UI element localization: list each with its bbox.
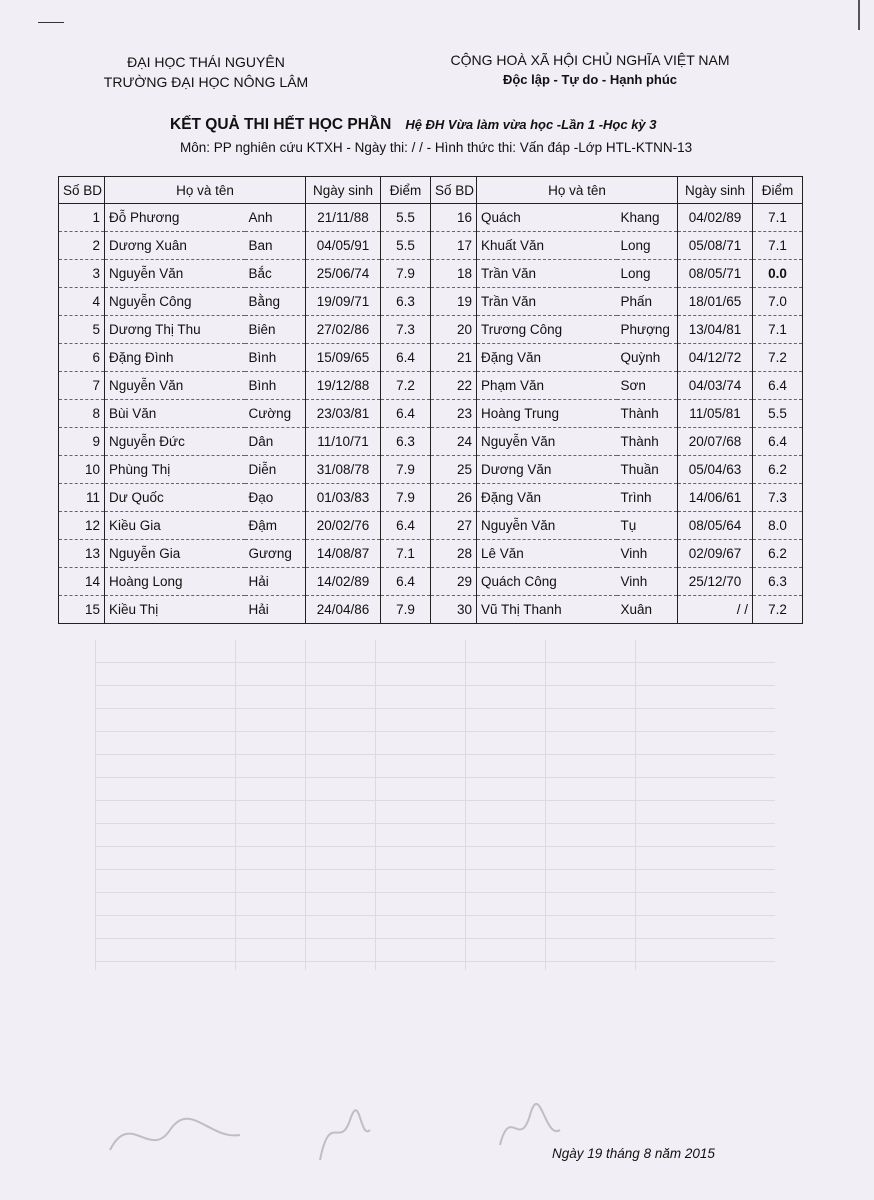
score: 7.1 bbox=[753, 316, 803, 344]
score: 7.2 bbox=[753, 344, 803, 372]
score: 5.5 bbox=[381, 232, 431, 260]
birth-date: 20/02/76 bbox=[306, 512, 381, 540]
given-name: Biên bbox=[245, 316, 306, 344]
student-number: 15 bbox=[59, 596, 105, 624]
given-name: Thuần bbox=[617, 456, 678, 484]
table-row bbox=[59, 372, 803, 400]
institution-header bbox=[96, 52, 316, 92]
student-number: 10 bbox=[59, 456, 105, 484]
family-name: Nguyễn Văn bbox=[105, 260, 245, 288]
birth-date: 02/09/67 bbox=[678, 540, 753, 568]
university-name: ĐẠI HỌC THÁI NGUYÊN bbox=[127, 54, 285, 70]
family-name: Dương Xuân bbox=[105, 232, 245, 260]
school-name: TRƯỜNG ĐẠI HỌC NÔNG LÂM bbox=[103, 74, 309, 90]
col-name: Họ và tên bbox=[105, 177, 306, 204]
student-number: 26 bbox=[431, 484, 477, 512]
score: 0.0 bbox=[753, 260, 803, 288]
student-number: 12 bbox=[59, 512, 105, 540]
birth-date: 08/05/71 bbox=[678, 260, 753, 288]
table-row bbox=[59, 456, 803, 484]
table-row bbox=[59, 596, 803, 624]
given-name: Bằng bbox=[245, 288, 306, 316]
score: 8.0 bbox=[753, 512, 803, 540]
score: 6.3 bbox=[381, 288, 431, 316]
score: 7.2 bbox=[381, 372, 431, 400]
table-row bbox=[59, 288, 803, 316]
student-number: 19 bbox=[431, 288, 477, 316]
birth-date: 11/10/71 bbox=[306, 428, 381, 456]
family-name: Vũ Thị Thanh bbox=[477, 596, 617, 624]
family-name: Hoàng Trung bbox=[477, 400, 617, 428]
birth-date: 27/02/86 bbox=[306, 316, 381, 344]
score: 5.5 bbox=[381, 204, 431, 232]
birth-date: 04/05/91 bbox=[306, 232, 381, 260]
table-row bbox=[59, 316, 803, 344]
birth-date: 13/04/81 bbox=[678, 316, 753, 344]
score: 6.4 bbox=[381, 512, 431, 540]
given-name: Cường bbox=[245, 400, 306, 428]
national-header bbox=[430, 50, 750, 90]
given-name: Vinh bbox=[617, 540, 678, 568]
table-header-row bbox=[59, 177, 803, 204]
student-number: 6 bbox=[59, 344, 105, 372]
birth-date: 19/12/88 bbox=[306, 372, 381, 400]
score: 5.5 bbox=[753, 400, 803, 428]
score: 7.1 bbox=[381, 540, 431, 568]
family-name: Khuất Văn bbox=[477, 232, 617, 260]
title-main: KẾT QUẢ THI HẾT HỌC PHẦN bbox=[170, 116, 392, 133]
family-name: Trần Văn bbox=[477, 288, 617, 316]
birth-date: / / bbox=[678, 596, 753, 624]
family-name: Quách bbox=[477, 204, 617, 232]
score: 6.3 bbox=[381, 428, 431, 456]
family-name: Đặng Văn bbox=[477, 484, 617, 512]
given-name: Phượng bbox=[617, 316, 678, 344]
given-name: Sơn bbox=[617, 372, 678, 400]
score: 6.3 bbox=[753, 568, 803, 596]
col-score: Điểm bbox=[753, 177, 803, 204]
given-name: Quỳnh bbox=[617, 344, 678, 372]
family-name: Đặng Đình bbox=[105, 344, 245, 372]
given-name: Khang bbox=[617, 204, 678, 232]
family-name: Nguyễn Công bbox=[105, 288, 245, 316]
subject-line: Môn: PP nghiên cứu KTXH - Ngày thi: / / - Hình thức thi: Vấn đáp -Lớp HTL-KTNN-13 bbox=[180, 140, 693, 155]
birth-date: 04/02/89 bbox=[678, 204, 753, 232]
student-number: 18 bbox=[431, 260, 477, 288]
family-name: Dương Thị Thu bbox=[105, 316, 245, 344]
student-number: 17 bbox=[431, 232, 477, 260]
country-name: CỘNG HOÀ XÃ HỘI CHỦ NGHĨA VIỆT NAM bbox=[450, 52, 730, 68]
given-name: Vinh bbox=[617, 568, 678, 596]
student-number: 4 bbox=[59, 288, 105, 316]
birth-date: 31/08/78 bbox=[306, 456, 381, 484]
family-name: Đặng Văn bbox=[477, 344, 617, 372]
score: 7.2 bbox=[753, 596, 803, 624]
table-row bbox=[59, 400, 803, 428]
family-name: Trương Công bbox=[477, 316, 617, 344]
family-name: Phạm Văn bbox=[477, 372, 617, 400]
score: 7.9 bbox=[381, 260, 431, 288]
birth-date: 04/03/74 bbox=[678, 372, 753, 400]
birth-date: 14/08/87 bbox=[306, 540, 381, 568]
birth-date: 23/03/81 bbox=[306, 400, 381, 428]
given-name: Tụ bbox=[617, 512, 678, 540]
score: 6.4 bbox=[381, 344, 431, 372]
student-number: 27 bbox=[431, 512, 477, 540]
family-name: Nguyễn Văn bbox=[105, 372, 245, 400]
given-name: Bình bbox=[245, 372, 306, 400]
family-name: Nguyễn Gia bbox=[105, 540, 245, 568]
student-number: 20 bbox=[431, 316, 477, 344]
student-number: 1 bbox=[59, 204, 105, 232]
birth-date: 18/01/65 bbox=[678, 288, 753, 316]
table-row bbox=[59, 260, 803, 288]
birth-date: 05/08/71 bbox=[678, 232, 753, 260]
score: 6.4 bbox=[753, 372, 803, 400]
table-row bbox=[59, 540, 803, 568]
table-row bbox=[59, 232, 803, 260]
family-name: Phùng Thị bbox=[105, 456, 245, 484]
birth-date: 25/06/74 bbox=[306, 260, 381, 288]
col-sbd: Số BD bbox=[431, 177, 477, 204]
score: 7.9 bbox=[381, 456, 431, 484]
given-name: Diễn bbox=[245, 456, 306, 484]
col-score: Điểm bbox=[381, 177, 431, 204]
birth-date: 04/12/72 bbox=[678, 344, 753, 372]
edge-mark bbox=[858, 0, 860, 30]
results-table bbox=[58, 176, 803, 624]
table-row bbox=[59, 428, 803, 456]
score: 6.2 bbox=[753, 540, 803, 568]
col-name: Họ và tên bbox=[477, 177, 678, 204]
student-number: 25 bbox=[431, 456, 477, 484]
col-dob: Ngày sinh bbox=[306, 177, 381, 204]
table-row bbox=[59, 568, 803, 596]
birth-date: 05/04/63 bbox=[678, 456, 753, 484]
given-name: Bắc bbox=[245, 260, 306, 288]
given-name: Gương bbox=[245, 540, 306, 568]
given-name: Thành bbox=[617, 428, 678, 456]
given-name: Anh bbox=[245, 204, 306, 232]
birth-date: 14/02/89 bbox=[306, 568, 381, 596]
birth-date: 19/09/71 bbox=[306, 288, 381, 316]
student-number: 13 bbox=[59, 540, 105, 568]
corner-mark bbox=[38, 22, 64, 23]
faint-signatures bbox=[90, 1090, 570, 1170]
family-name: Đỗ Phương bbox=[105, 204, 245, 232]
family-name: Hoàng Long bbox=[105, 568, 245, 596]
given-name: Bình bbox=[245, 344, 306, 372]
student-number: 5 bbox=[59, 316, 105, 344]
student-number: 30 bbox=[431, 596, 477, 624]
table-row bbox=[59, 344, 803, 372]
birth-date: 15/09/65 bbox=[306, 344, 381, 372]
student-number: 29 bbox=[431, 568, 477, 596]
score: 7.9 bbox=[381, 484, 431, 512]
national-motto: Độc lập - Tự do - Hạnh phúc bbox=[502, 72, 678, 87]
family-name: Dư Quốc bbox=[105, 484, 245, 512]
given-name: Xuân bbox=[617, 596, 678, 624]
family-name: Trần Văn bbox=[477, 260, 617, 288]
family-name: Lê Văn bbox=[477, 540, 617, 568]
birth-date: 25/12/70 bbox=[678, 568, 753, 596]
given-name: Đạo bbox=[245, 484, 306, 512]
given-name: Hải bbox=[245, 568, 306, 596]
family-name: Nguyễn Văn bbox=[477, 428, 617, 456]
birth-date: 21/11/88 bbox=[306, 204, 381, 232]
col-sbd: Số BD bbox=[59, 177, 105, 204]
score: 6.4 bbox=[381, 400, 431, 428]
student-number: 21 bbox=[431, 344, 477, 372]
score: 7.0 bbox=[753, 288, 803, 316]
family-name: Kiều Gia bbox=[105, 512, 245, 540]
given-name: Hải bbox=[245, 596, 306, 624]
student-number: 24 bbox=[431, 428, 477, 456]
score: 7.9 bbox=[381, 596, 431, 624]
family-name: Dương Văn bbox=[477, 456, 617, 484]
score: 7.1 bbox=[753, 232, 803, 260]
student-number: 11 bbox=[59, 484, 105, 512]
given-name: Phấn bbox=[617, 288, 678, 316]
family-name: Bùi Văn bbox=[105, 400, 245, 428]
given-name: Trình bbox=[617, 484, 678, 512]
birth-date: 08/05/64 bbox=[678, 512, 753, 540]
student-number: 7 bbox=[59, 372, 105, 400]
col-dob: Ngày sinh bbox=[678, 177, 753, 204]
student-number: 3 bbox=[59, 260, 105, 288]
table-row bbox=[59, 204, 803, 232]
given-name: Dân bbox=[245, 428, 306, 456]
family-name: Nguyễn Đức bbox=[105, 428, 245, 456]
score: 7.3 bbox=[753, 484, 803, 512]
given-name: Thành bbox=[617, 400, 678, 428]
given-name: Long bbox=[617, 260, 678, 288]
birth-date: 24/04/86 bbox=[306, 596, 381, 624]
given-name: Long bbox=[617, 232, 678, 260]
family-name: Nguyễn Văn bbox=[477, 512, 617, 540]
family-name: Quách Công bbox=[477, 568, 617, 596]
birth-date: 01/03/83 bbox=[306, 484, 381, 512]
score: 6.4 bbox=[381, 568, 431, 596]
student-number: 23 bbox=[431, 400, 477, 428]
document-title bbox=[170, 116, 657, 134]
birth-date: 20/07/68 bbox=[678, 428, 753, 456]
given-name: Đậm bbox=[245, 512, 306, 540]
score: 6.4 bbox=[753, 428, 803, 456]
title-system: Hệ ĐH Vừa làm vừa học -Lần 1 -Học kỳ 3 bbox=[405, 117, 657, 132]
student-number: 14 bbox=[59, 568, 105, 596]
given-name: Ban bbox=[245, 232, 306, 260]
student-number: 16 bbox=[431, 204, 477, 232]
bleed-through-grid bbox=[95, 640, 775, 970]
signing-date: Ngày 19 tháng 8 năm 2015 bbox=[552, 1146, 715, 1161]
birth-date: 11/05/81 bbox=[678, 400, 753, 428]
student-number: 28 bbox=[431, 540, 477, 568]
student-number: 9 bbox=[59, 428, 105, 456]
family-name: Kiều Thị bbox=[105, 596, 245, 624]
table-row bbox=[59, 484, 803, 512]
score: 7.1 bbox=[753, 204, 803, 232]
student-number: 22 bbox=[431, 372, 477, 400]
student-number: 8 bbox=[59, 400, 105, 428]
score: 6.2 bbox=[753, 456, 803, 484]
birth-date: 14/06/61 bbox=[678, 484, 753, 512]
student-number: 2 bbox=[59, 232, 105, 260]
table-row bbox=[59, 512, 803, 540]
score: 7.3 bbox=[381, 316, 431, 344]
